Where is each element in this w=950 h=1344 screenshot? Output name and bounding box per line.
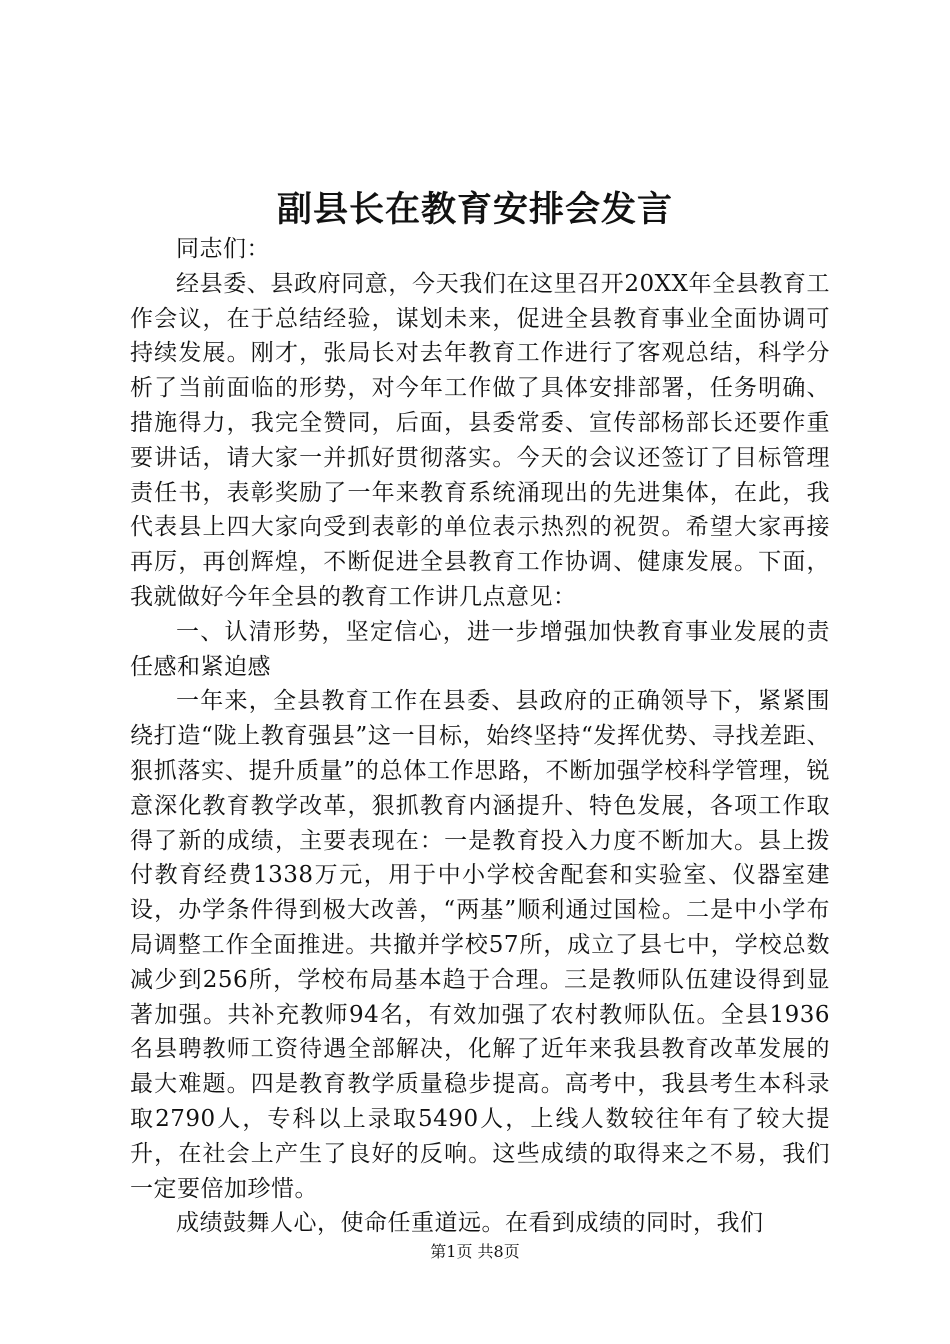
achievements-paragraph: 一年来，全县教育工作在县委、县政府的正确领导下，紧紧围绕打造“陇上教育强县”这一目标，始终坚持“发挥优势、寻找差距、狠抓落实、提升质量”的总体工作思路，不断加强学校科学管理，锐意深化教育教学改革，狠抓教育内涵提升、特色发展，各项工作取得了新的成绩，主要表现在：一是教育投入力度不断加大。县上拨付教育经费1338万元，用于中小学校舍配套和实验室、仪器室建设，办学条件得到极大改善，“两基”顺利通过国检。二是中小学布局调整工作全面推进。共撤并学校57所，成立了县七中，学校总数减少到256所，学校布局基本趋于合理。三是教师队伍建设得到显著加强。共补充教师94名，有效加强了农村教师队伍。全县1936名县聘教师工资待遇全部解决，化解了近年来我县教育改革发展的最大难题。四是教育教学质量稳步提高。高考中，我县考生本科录取2790人，专科以上录取5490人，上线人数较往年有了较大提升，在社会上产生了良好的反响。这些成绩的取得来之不易，我们一定要倍加珍惜。 — [130, 688, 830, 1202]
section-heading: 一、认清形势，坚定信心，进一步增强加快教育事业发展的责任感和紧迫感 — [130, 618, 830, 680]
opening-paragraph: 经县委、县政府同意，今天我们在这里召开20XX年全县教育工作会议，在于总结经验，谋划未来，促进全县教育事业全面协调可持续发展。刚才，张局长对去年教育工作进行了客观总结，科学分析了当前面临的形势，对今年工作做了具体安排部署，任务明确、措施得力，我完全赞同，后面，县委常委、宣传部杨部长还要作重要讲话，请大家一并抓好贯彻落实。今天的会议还签订了目标管理责任书，表彰奖励了一年来教育系统涌现出的先进集体，在此，我代表县上四大家向受到表彰的单位表示热烈的祝贺。希望大家再接再厉，再创辉煌，不断促进全县教育工作协调、健康发展。下面，我就做好今年全县的教育工作讲几点意见： — [130, 270, 830, 610]
document-title: 副县长在教育安排会发言 — [276, 189, 673, 230]
document-body — [130, 232, 830, 1241]
salutation-paragraph: 同志们： — [176, 236, 270, 262]
transition-paragraph: 成绩鼓舞人心，使命任重道远。在看到成绩的同时，我们 — [176, 1210, 764, 1237]
page-number-footer: 第1页 共8页 — [430, 1242, 520, 1261]
